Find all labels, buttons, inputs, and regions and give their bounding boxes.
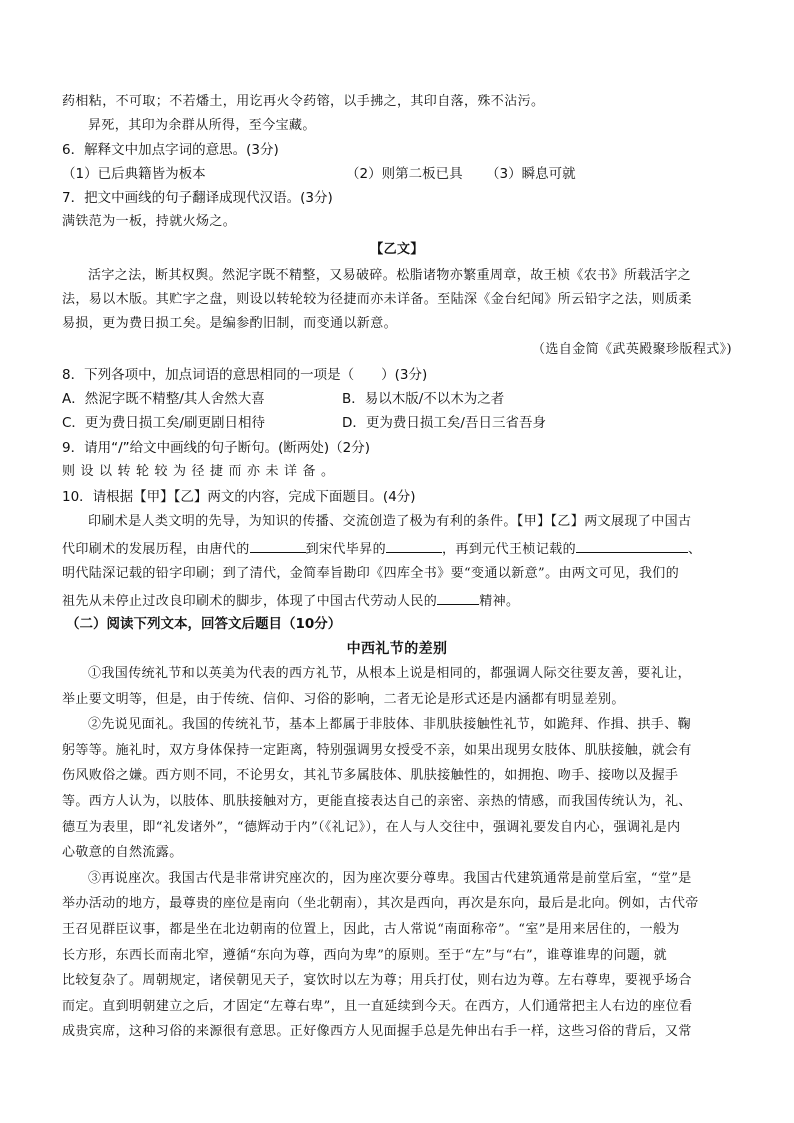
article-line: 比较复杂了。周朝规定，诸侯朝见天子，宴饮时以左为尊；用兵打仗，则右边为尊。左右尊卑，要视乎场合 — [62, 973, 692, 989]
q8-option-d: D．更为费日损工矣/吾日三省吾身 — [342, 415, 546, 431]
q8-option-a: A．然泥字既不精整/其人舍然大喜 — [62, 391, 265, 407]
yi-source: （选自金简《武英殿聚珍版程式》) — [532, 342, 732, 357]
article-line: ②先说见面礼。我国的传统礼节，基本上都属于非肢体、非肌肤接触性礼节，如跪拜、作揖、拱手、鞠 — [88, 717, 692, 733]
article-line: 伤风败俗之嫌。西方则不同，不论男女，其礼节多属肢体、肌肤接触性的，如拥抱、吻手、接吻以及握手 — [62, 768, 679, 784]
article-title: 中西礼节的差别 — [346, 641, 448, 657]
article-line: 举止要文明等，但是，由于传统、信仰、习俗的影响，二者无论是形式还是内涵都有明显差别。 — [62, 691, 625, 707]
article-line: 心敬意的自然流露。 — [62, 845, 183, 861]
answer-blank[interactable] — [386, 538, 442, 553]
answer-blank[interactable] — [250, 538, 306, 553]
yi-heading: 【乙文】 — [370, 242, 424, 257]
answer-blank[interactable] — [437, 590, 479, 605]
q10-fill-text: 到宋代毕昇的 — [305, 542, 387, 557]
q10-fill-text: 、 — [688, 542, 702, 557]
q7-sentence: 满铁范为一板，持就火炀之。 — [62, 214, 237, 229]
article-line: 德互为表里，即“礼发诸外”，“德辉动于内”（《礼记》），在人与人交往中，强调礼要发自内心，强调礼是内 — [62, 819, 681, 835]
q6-item-1: （1）已后典籍皆为板本 — [62, 166, 206, 182]
article-line: 而定。直到明朝建立之后，才固定“左尊右卑”，且一直延续到今天。在西方，人们通常把主人右边的座位看 — [62, 998, 693, 1014]
yi-text-line: 易损，更为费日损工矣。是编参酌旧制，而变通以新意。 — [62, 316, 398, 331]
q8-option-b: B．易以木版/不以木为之者 — [342, 391, 505, 407]
q10-fill-text: 精神。 — [479, 594, 520, 609]
q9-prompt: 9．请用“/”给文中画线的句子断句。(断两处)（2分) — [62, 440, 371, 456]
article-line: 躬等等。施礼时，双方身体保持一定距离，特别强调男女授受不亲，如果出现男女肢体、肌肤接触，就会有 — [62, 742, 692, 758]
answer-blank[interactable] — [576, 538, 688, 553]
article-line: 成贵宾席，这种习俗的来源很有意思。正好像西方人见面握手总是先伸出右手一样，这些习俗的背后，又常 — [62, 1024, 692, 1040]
article-line: ①我国传统礼节和以英美为代表的西方礼节，从根本上说是相同的，都强调人际交往要友善，要礼让， — [88, 666, 692, 681]
q10-fill-text: ，再到元代王桢记载的 — [442, 542, 577, 557]
article-line: 长方形，东西长而南北窄，遵循“东向为尊，西向为卑”的原则。至于“左”与“右”，谁尊谁卑的问题，就 — [62, 947, 668, 963]
q10-fill-text: 代印刷术的发展历程，由唐代的 — [62, 542, 250, 557]
article-line: 等。西方人认为，以肢体、肌肤接触对方，更能直接表达自己的亲密、亲热的情感，而我国传统认为，礼、 — [62, 794, 692, 809]
q10-text-line: 印刷术是人类文明的先导，为知识的传播、交流创造了极为有利的条件。【甲】【乙】两文展现了中国古 — [88, 514, 692, 529]
section-heading: （二）阅读下列文本，回答文后题目（10分） — [66, 616, 342, 632]
yi-text-line: 活字之法，断其权舆。然泥字既不精整，又易破碎。松脂诸物亦繁重周章，故王桢《农书》所载活字之 — [88, 268, 692, 283]
q10-text-line — [62, 590, 732, 612]
q8-option-c: C．更为费日损工矣/刷更剧日相待 — [62, 415, 265, 431]
yi-text-line: 法，易以木版。其贮字之盘，则设以转轮较为径捷而亦未详备。至陆深《金台纪闻》所云铅字之法，则质柔 — [62, 292, 692, 307]
article-line: 举办活动的地方，最尊贵的座位是南向（坐北朝南），其次是西向，再次是东向，最后是北向。例如，古代帝 — [62, 896, 699, 912]
q6-prompt: 6．解释文中加点字词的意思。(3分) — [62, 142, 279, 158]
jia-text-line: 药相粘，不可取；不若燔土，用讫再火令药镕，以手拂之，其印自落，殊不沾污。 — [62, 94, 545, 109]
q8-prompt: 8．下列各项中，加点词语的意思相同的一项是（ ）(3分) — [62, 367, 428, 383]
q6-item-2: （2）则第二板已具 — [346, 166, 463, 182]
q10-prompt: 10．请根据【甲】【乙】两文的内容，完成下面题目。(4分) — [62, 489, 416, 505]
q9-sentence: 则设以转轮较为径捷而亦未详备。 — [62, 464, 340, 479]
q10-text-line: 明代陆深记载的铅字印刷；到了清代，金简奉旨勘印《四库全书》要“变通以新意”。由两文可见，我们的 — [62, 566, 680, 581]
q6-item-3: （3）瞬息可就 — [486, 166, 576, 182]
q10-fill-text: 祖先从未停止过改良印刷术的脚步，体现了中国古代劳动人民的 — [62, 594, 438, 609]
jia-text-line: 昇死，其印为余群从所得，至今宝藏。 — [88, 118, 316, 133]
article-line: ③再说座次。我国古代是非常讲究座次的，因为座次要分尊卑。我国古代建筑通常是前堂后室，“堂”是 — [88, 870, 692, 886]
article-line: 王召见群臣议事，都是坐在北边朝南的位置上，因此，古人常说“南面称帝”。“室”是用来居住的，一般为 — [62, 922, 680, 937]
q10-text-line — [62, 538, 732, 560]
q7-prompt: 7．把文中画线的句子翻译成现代汉语。(3分) — [62, 190, 333, 206]
